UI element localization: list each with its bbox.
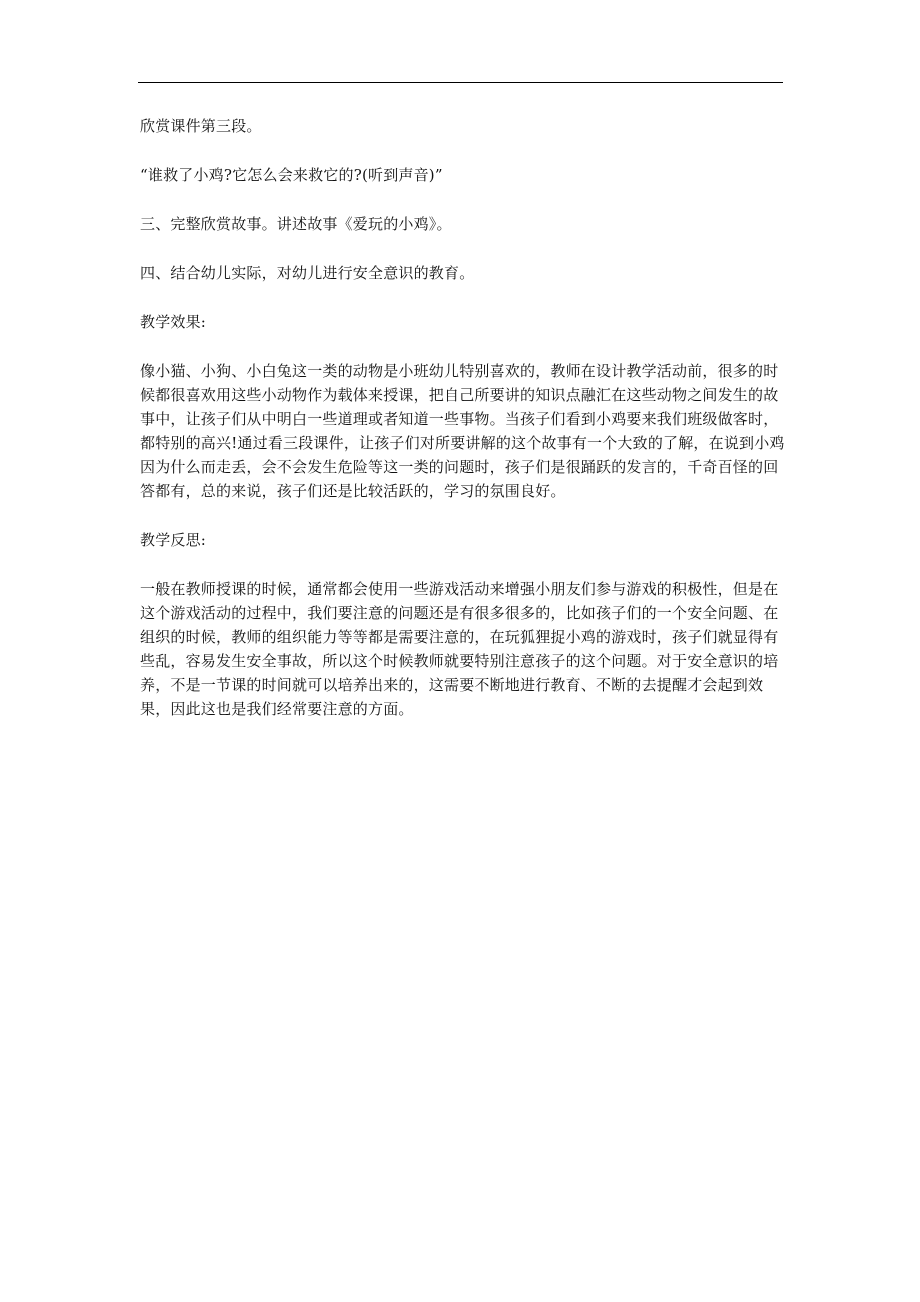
paragraph-step-four: 四、结合幼儿实际，对幼儿进行安全意识的教育。	[140, 264, 475, 282]
heading-teaching-reflection: 教学反思:	[140, 531, 207, 549]
paragraph-teaching-effect: 像小猫、小狗、小白兔这一类的动物是小班幼儿特别喜欢的，教师在设计教学活动前，很多的时候都很喜欢用这些小动物作为载体来授课，把自己所要讲的知识点融汇在这些动物之间发生的故事中，让孩子们从中明白一些道理或者知道一些事物。当孩子们看到小鸡要来我们班级做客时，都特别的高兴!通过看三段课件，让孩子们对所要讲解的这个故事有一个大致的了解，在说到小鸡因为什么而走丢，会不会发生危险等这一类的问题时，孩子们是很踊跃的发言的，千奇百怪的回答都有，总的来说，孩子们还是比较活跃的，学习的氛围良好。	[140, 362, 785, 500]
paragraph-question-quote: “谁救了小鸡?它怎么会来救它的?(听到声音)”	[140, 166, 443, 184]
paragraph-step-three: 三、完整欣赏故事。讲述故事《爱玩的小鸡》。	[140, 215, 452, 233]
paragraph-teaching-reflection: 一般在教师授课的时候，通常都会使用一些游戏活动来增强小朋友们参与游戏的积极性，但是在这个游戏活动的过程中，我们要注意的问题还是有很多很多的，比如孩子们的一个安全问题、在组织的时候，教师的组织能力等等都是需要注意的，在玩狐狸捉小鸡的游戏时，孩子们就显得有些乱，容易发生安全事故，所以这个时候教师就要特别注意孩子的这个问题。对于安全意识的培养，不是一节课的时间就可以培养出来的，这需要不断地进行教育、不断的去提醒才会起到效果，因此这也是我们经常要注意的方面。	[140, 580, 779, 718]
header-divider	[138, 82, 783, 83]
paragraph-courseware-third-part: 欣赏课件第三段。	[140, 117, 262, 135]
document-body	[140, 114, 785, 746]
heading-teaching-effect: 教学效果:	[140, 313, 207, 331]
